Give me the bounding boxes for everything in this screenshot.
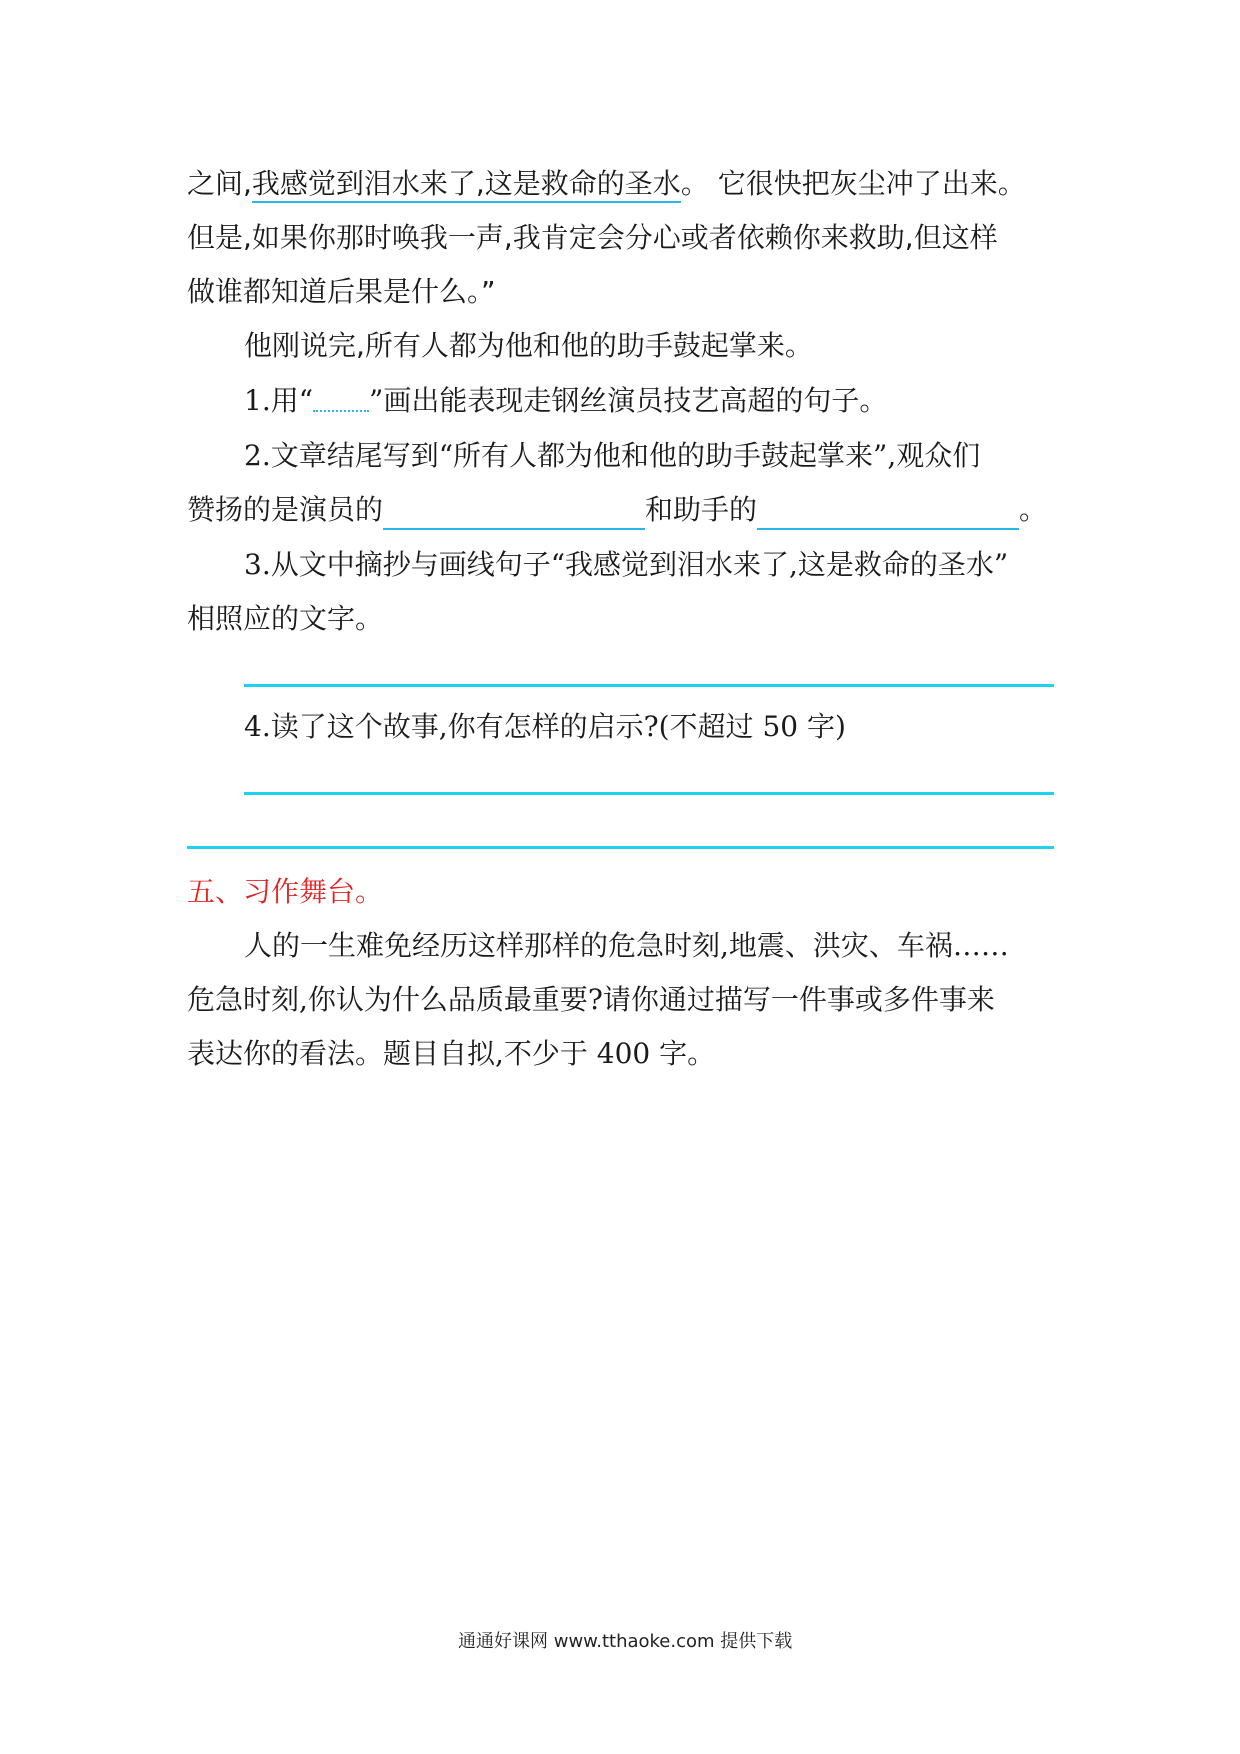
answer-line-q4-1[interactable]: [244, 792, 1054, 795]
question-3-line-2: 相照应的文字。: [187, 602, 384, 635]
question-2-line-2: [187, 490, 1047, 530]
question-2-prefix: 赞扬的是演员的: [187, 493, 384, 526]
section-5-line-2: 危急时刻,你认为什么品质最重要?请你通过描写一件事或多件事来: [187, 983, 995, 1016]
question-1-before: 1.用“: [244, 384, 314, 417]
footer-credit: 通通好课网 www.tthaoke.com 提供下载: [458, 1631, 793, 1652]
passage-line-3: 做谁都知道后果是什么。”: [187, 275, 496, 308]
question-4: 4.读了这个故事,你有怎样的启示?(不超过 50 字): [244, 710, 846, 743]
question-3-line-1: 3.从文中摘抄与画线句子“我感觉到泪水来了,这是救命的圣水”: [244, 548, 1009, 581]
answer-line-q4-2[interactable]: [187, 846, 1054, 849]
question-1: [244, 381, 887, 421]
section-5-line-1: 人的一生难免经历这样那样的危急时刻,地震、洪灾、车祸……: [244, 929, 1009, 962]
passage-line-1-after: 。 它很快把灰尘冲了出来。: [680, 167, 1026, 200]
underlined-sentence: 我感觉到泪水来了,这是救命的圣水: [252, 167, 681, 203]
section-5-line-3: 表达你的看法。题目自拟,不少于 400 字。: [187, 1037, 716, 1070]
question-2-line-1: 2.文章结尾写到“所有人都为他和他的助手鼓起掌来”,观众们: [244, 439, 981, 472]
question-2-middle: 和助手的: [645, 493, 758, 526]
answer-blank-actor[interactable]: [383, 498, 645, 530]
passage-line-1: [187, 164, 1026, 204]
section-5-heading: 五、习作舞台。: [187, 875, 384, 908]
answer-line-q3[interactable]: [244, 684, 1054, 687]
passage-line-2: 但是,如果你那时唤我一声,我肯定会分心或者依赖你来救助,但这样: [187, 221, 998, 254]
wavy-underline-mark: [313, 392, 369, 412]
passage-line-4: 他刚说完,所有人都为他和他的助手鼓起掌来。: [244, 329, 813, 362]
question-1-after: ”画出能表现走钢丝演员技艺高超的句子。: [369, 384, 888, 417]
answer-blank-assistant[interactable]: [757, 498, 1019, 530]
question-2-end: 。: [1019, 493, 1048, 526]
passage-line-1-before: 之间,: [187, 167, 252, 200]
